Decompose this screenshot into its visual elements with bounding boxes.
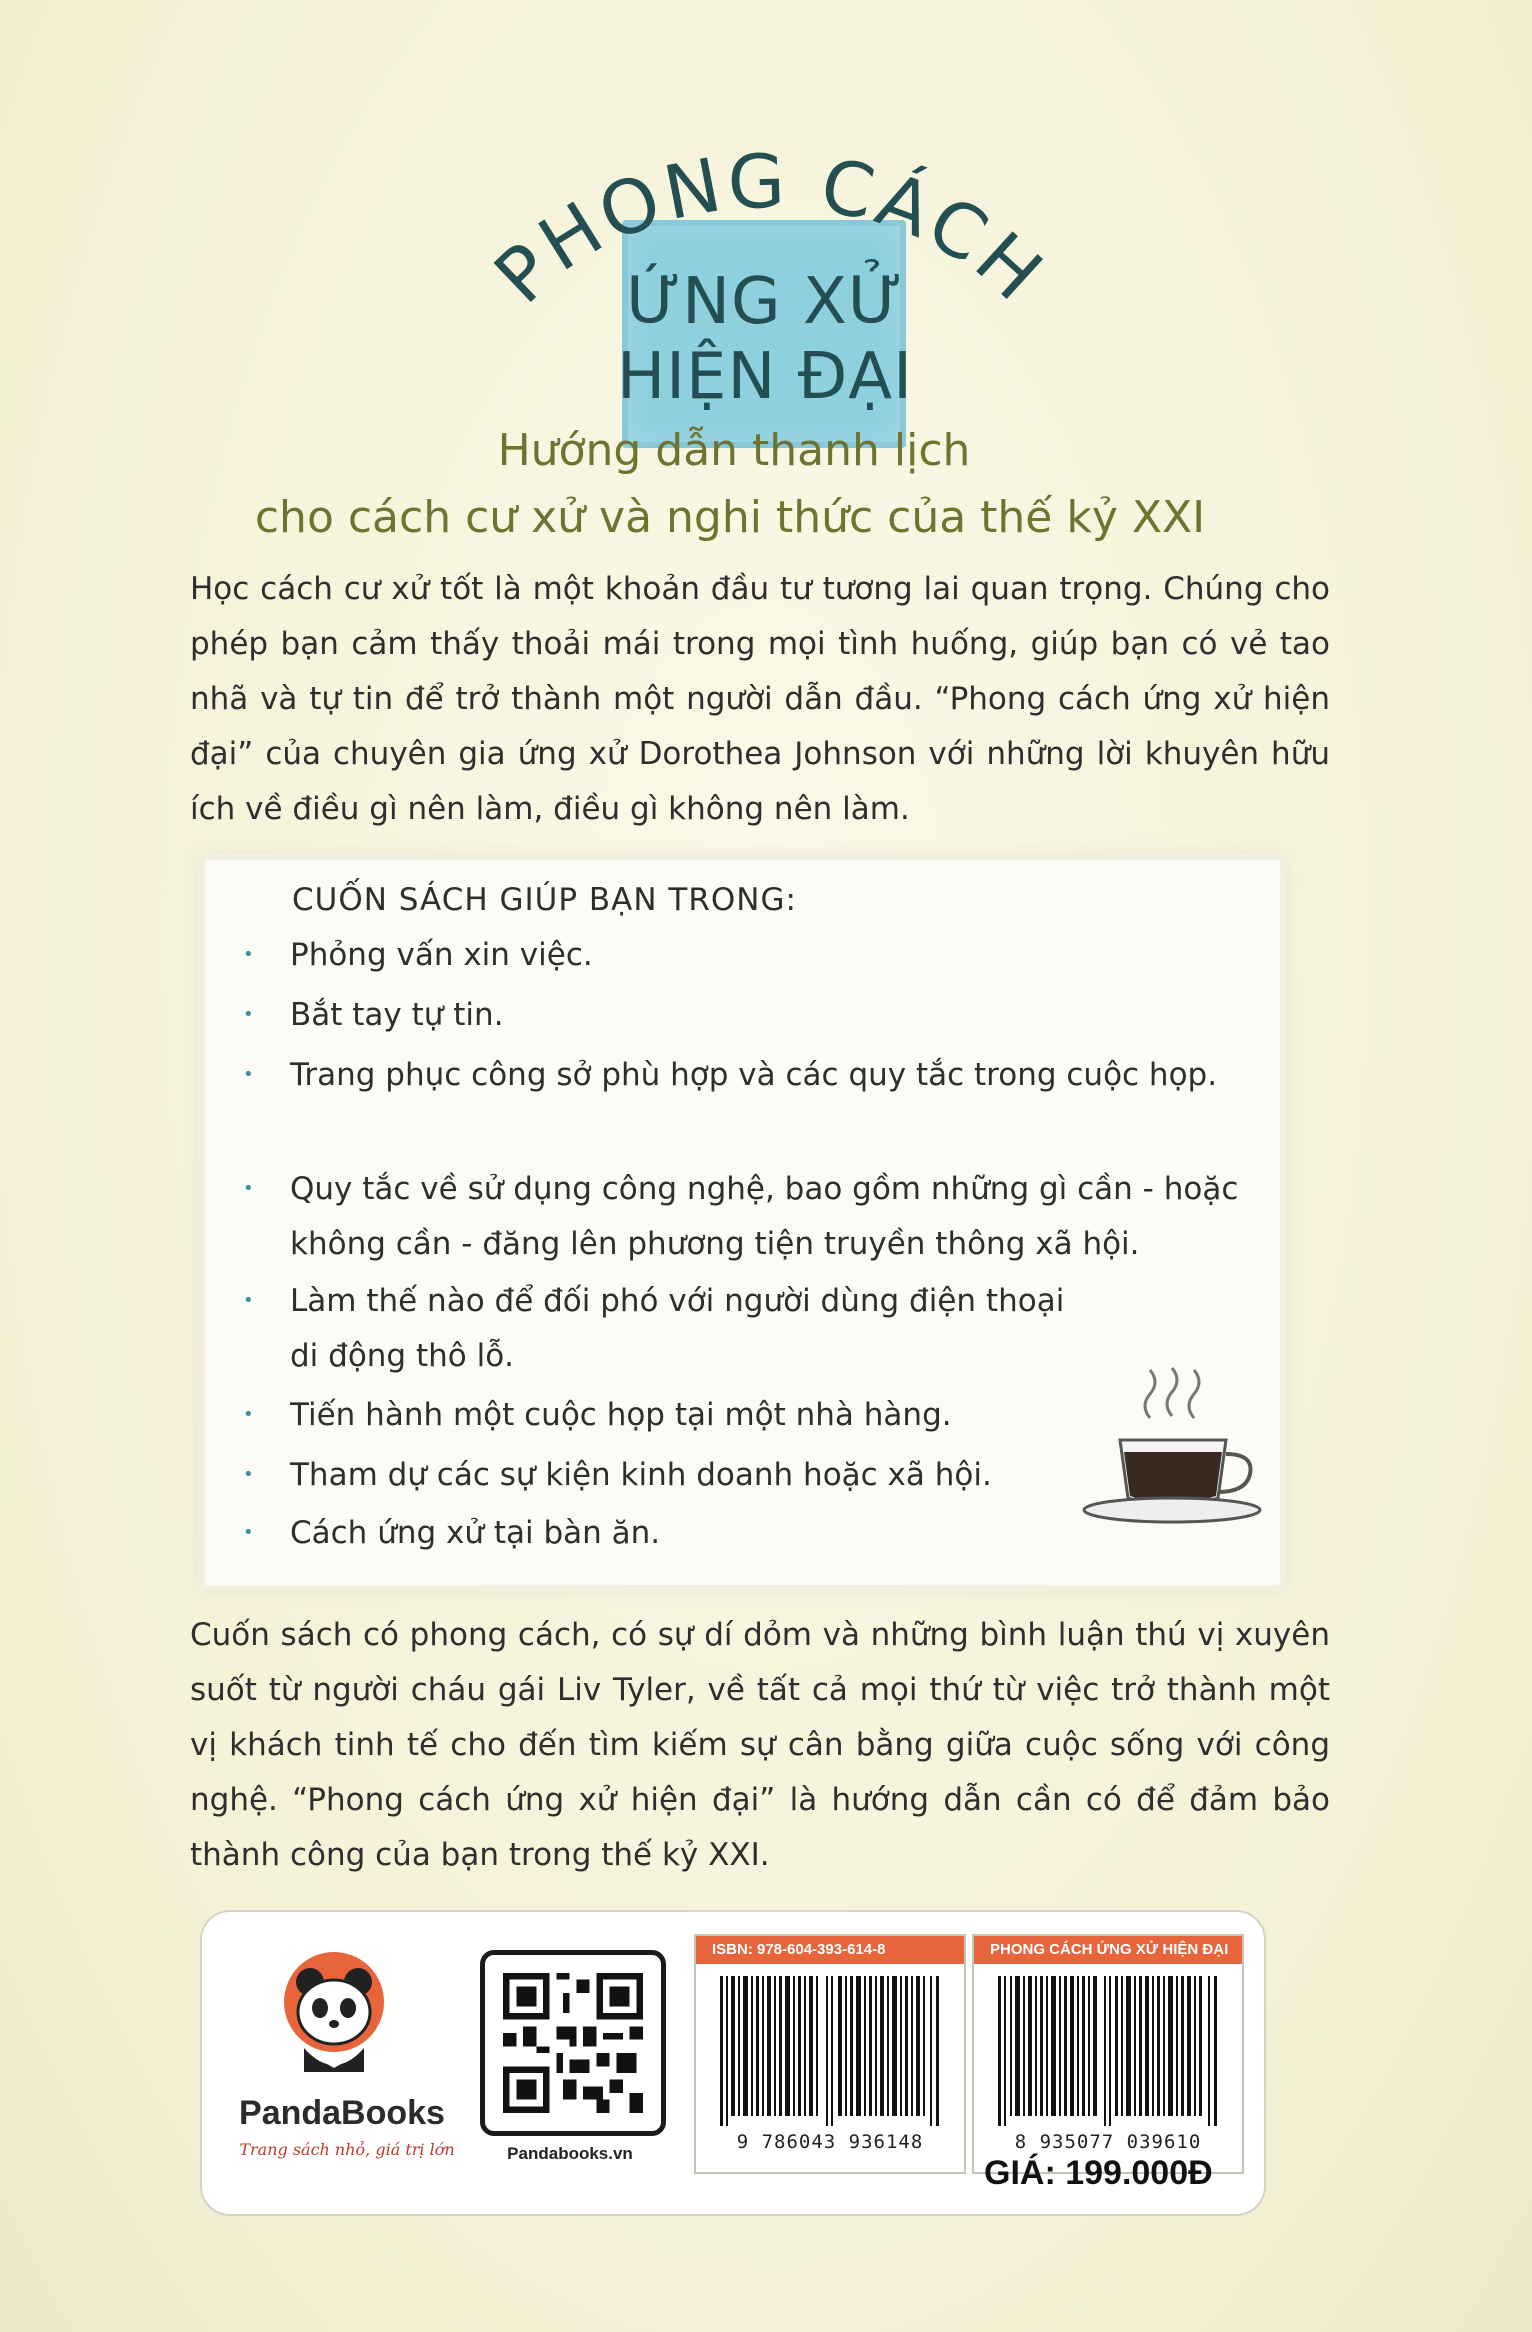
product-barcode-label: PHONG CÁCH ỨNG XỬ HIỆN ĐẠI: [974, 1936, 1242, 1964]
publisher-tagline: Trang sách nhỏ, giá trị lớn: [239, 2140, 455, 2159]
list-item-text: Làm thế nào để đối phó với người dùng điện thoại di động thô lỗ.: [290, 1283, 1065, 1374]
bullet-icon: •: [243, 1004, 254, 1025]
panda-logo-icon: [280, 1952, 388, 2082]
list-item-text: Trang phục công sở phù hợp và các quy tắc trong cuộc họp.: [290, 1057, 1218, 1093]
isbn-label: ISBN: 978-604-393-614-8: [696, 1936, 964, 1964]
intro-paragraph: Học cách cư xử tốt là một khoản đầu tư tương lai quan trọng. Chúng cho phép bạn cảm thấy thoải mái trong mọi tình huống, giúp bạn có vẻ tao nhã và tự tin để trở thành một người dẫn đầu. “Phong cách ứng xử hiện đại” của chuyên gia ứng xử Dorothea Johnson với những lời khuyên hữu ích về điều gì nên làm, điều gì không nên làm.: [190, 571, 1330, 827]
product-barcode: [972, 1934, 1244, 2174]
barcode-icon: [996, 1976, 1220, 2126]
subtitle-line-2: cho cách cư xử và nghi thức của thế kỷ XXI: [254, 492, 1206, 543]
product-barcode-digits: 8 935077 039610: [1014, 2131, 1202, 2153]
outro-paragraph: Cuốn sách có phong cách, có sự dí dỏm và những bình luận thú vị xuyên suốt từ người cháu gái Liv Tyler, về tất cả mọi thứ từ việc trở thành một vị khách tinh tế cho đến tìm kiếm sự cân bằng giữa cuộc sống với công nghệ. “Phong cách ứng xử hiện đại” là hướng dẫn cần có để đảm bảo thành công của bạn trong thế kỷ XXI.: [190, 1617, 1330, 1873]
book-title: [0, 60, 1532, 420]
bullet-icon: •: [243, 1404, 254, 1425]
qr-code-icon: [503, 1973, 643, 2113]
title-arc-label: PHONG CÁCH: [478, 138, 1061, 321]
title-line-2: HIỆN ĐẠI: [617, 340, 913, 414]
bullet-icon: •: [243, 1290, 254, 1311]
publisher-website: Pandabooks.vn: [507, 2144, 633, 2163]
publisher-logo: [232, 1952, 455, 2192]
list-item-text: Cách ứng xử tại bàn ăn.: [290, 1515, 661, 1551]
publisher-name: PandaBooks: [239, 2094, 445, 2132]
feature-heading: CUỐN SÁCH GIÚP BẠN TRONG:: [292, 882, 797, 918]
title-line-1: ỨNG XỬ: [626, 265, 904, 339]
bullet-icon: •: [243, 1178, 254, 1199]
list-item-text: Tham dự các sự kiện kinh doanh hoặc xã hội.: [290, 1457, 992, 1493]
barcode-icon: [718, 1976, 942, 2126]
publisher-bar: [200, 1910, 1266, 2216]
list-item-text: Bắt tay tự tin.: [290, 997, 504, 1033]
qr-code: [480, 1950, 666, 2136]
bullet-icon: •: [243, 1464, 254, 1485]
bullet-icon: •: [243, 944, 254, 965]
isbn-digits: 9 786043 936148: [736, 2131, 924, 2153]
coffee-cup-icon: [1080, 1348, 1270, 1538]
price-label: GIÁ: 199.000Đ: [984, 2154, 1213, 2192]
list-item-text: Phỏng vấn xin việc.: [290, 937, 593, 973]
bullet-icon: •: [243, 1064, 254, 1085]
list-item-text: Quy tắc về sử dụng công nghệ, bao gồm những gì cần - hoặc không cần - đăng lên phương tiện truyền thông xã hội.: [290, 1171, 1239, 1262]
list-item-text: Tiến hành một cuộc họp tại một nhà hàng.: [290, 1397, 952, 1433]
subtitle-line-1: Hướng dẫn thanh lịch: [497, 425, 971, 476]
isbn-barcode: [694, 1934, 966, 2174]
bullet-icon: •: [243, 1522, 254, 1543]
